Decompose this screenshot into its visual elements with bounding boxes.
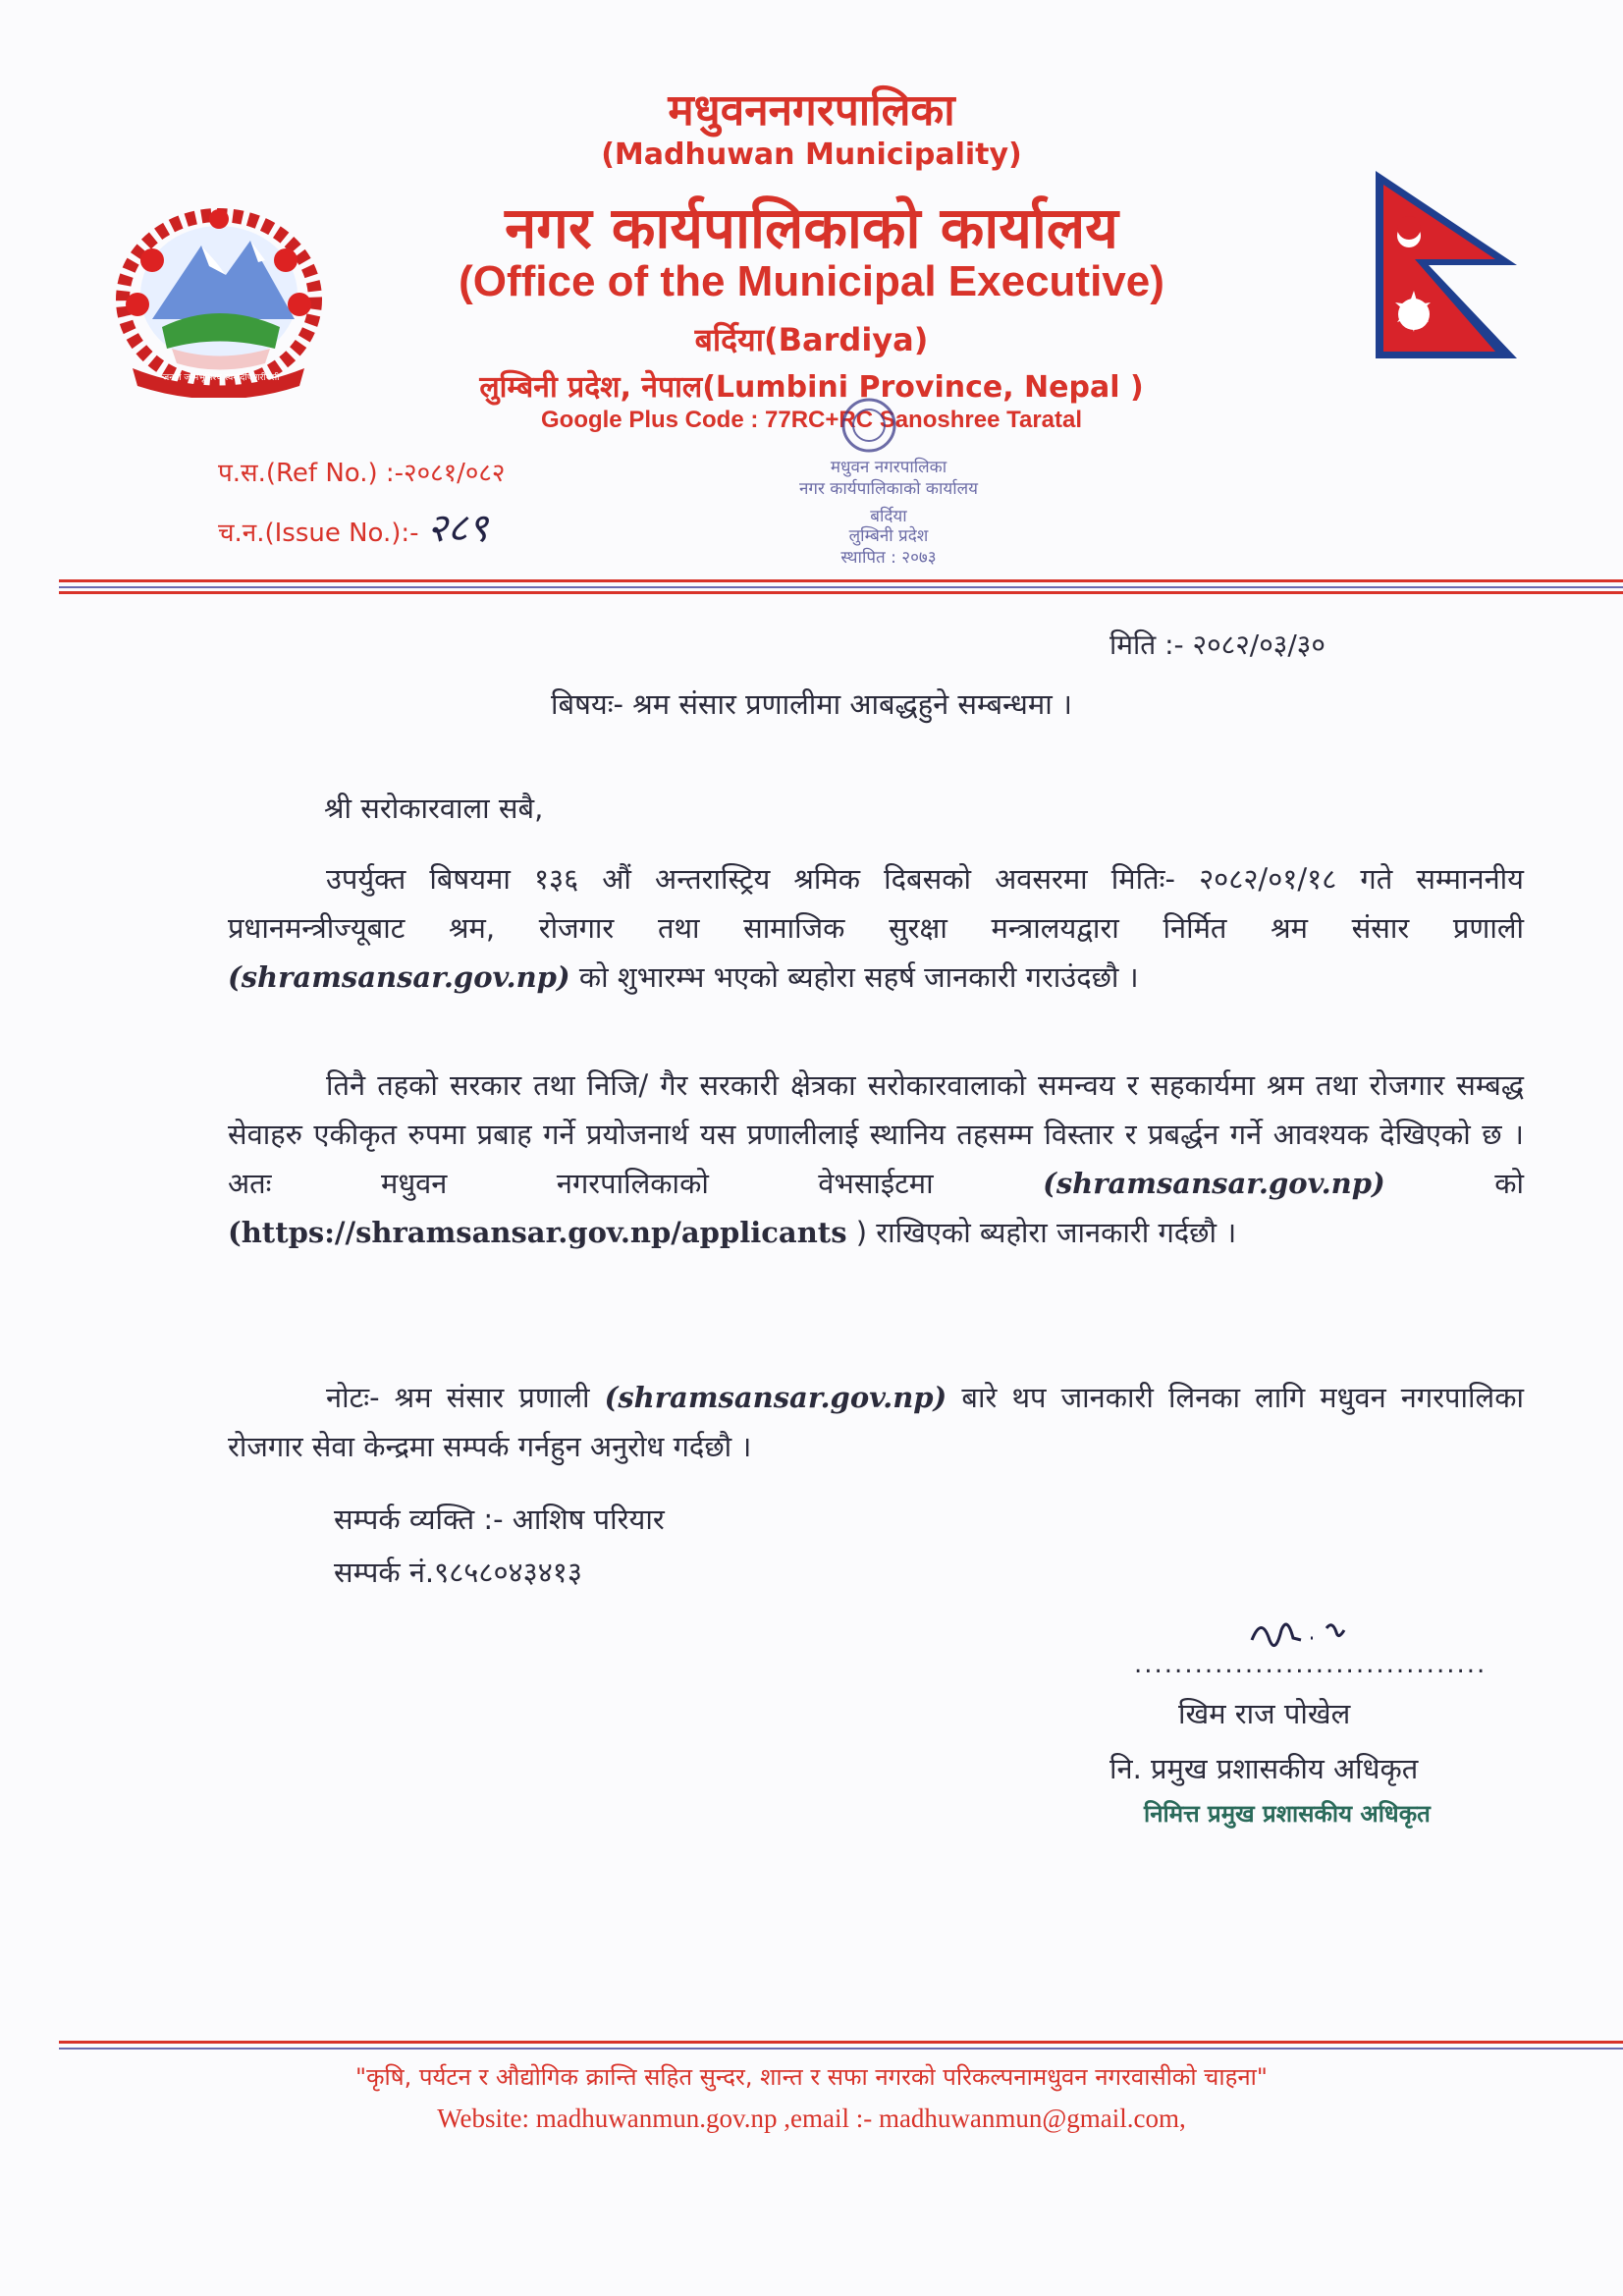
footer-divider — [59, 2041, 1623, 2044]
paragraph-1 — [228, 854, 1524, 1002]
header-divider-secondary — [59, 586, 1623, 588]
emblem-motto: जननी जन्मभूमिश्च स्वर्गादपि गरीयसी — [162, 373, 280, 383]
paragraph-2-end: ) राखिएको ब्यहोरा जानकारी गर्दछौ । — [855, 1216, 1237, 1249]
letter-salutation: श्री सरोकारवाला सबै, — [324, 792, 544, 825]
district-label: बर्दिया(Bardiya) — [694, 321, 929, 358]
signer-name: खिम राज पोखेल — [1178, 1697, 1351, 1730]
address-label: लुम्बिनी प्रदेश, नेपाल(Lumbini Province, Nepal ) — [479, 370, 1144, 405]
issue-value-handwritten: २८९ — [426, 506, 489, 551]
footer-contact[interactable]: Website: madhuwanmun.gov.np ,email :- madhuwanmun@gmail.com, — [437, 2104, 1186, 2133]
plus-code-label: Google Plus Code : 77RC+RC Sanoshree Taratal — [540, 407, 1083, 433]
signer-title-stamp: निमित्त प्रमुख प्रशासकीय अधिकृत — [1144, 1800, 1431, 1828]
issue-number — [218, 499, 488, 553]
note-text: नोटः- श्रम संसार प्रणाली — [326, 1381, 590, 1414]
footer-motto: "कृषि, पर्यटन र औद्योगिक क्रान्ति सहित सुन्दर, शान्त र सफा नगरको परिकल्पनामधुवन नगरवासीको चाहना" — [355, 2063, 1268, 2091]
ref-label: प.स.(Ref No.) :- — [218, 459, 405, 488]
office-seal-stamp — [776, 388, 1001, 584]
paragraph-2-text: तिनै तहको सरकार तथा निजि/ गैर सरकारी क्षेत्रका सरोकारवालाको समन्वय र सहकार्यमा श्रम तथा रोजगार सम्बद्ध सेवाहरु एकीकृत रुपमा प्रबाह गर्ने प्रयोजनार्थ यस प्रणालीलाई स्थानिय तहसम्म विस्तार र प्रबर्द्धन गर्ने आवश्यक देखिएको छ ।अतः मधुवन नगरपालिकाको वेभसाईटमा — [228, 1068, 1524, 1200]
org-name-nepali: मधुवननगरपालिका — [668, 85, 955, 136]
shramsansar-link-2[interactable]: (shramsansar.gov.np) — [1043, 1167, 1385, 1200]
office-name-nepali: नगर कार्यपालिकाको कार्यालय — [505, 194, 1118, 261]
footer-divider-secondary — [59, 2048, 1623, 2050]
ref-value: २०८१/०८२ — [404, 459, 506, 488]
note-end: बारे थप जानकारी लिनका लागि मधुवन नगरपालिका रोजगार सेवा केन्द्रमा सम्पर्क गर्नहुन अनुरोध गर्दछौ । — [228, 1381, 1524, 1463]
paragraph-1-text: उपर्युक्त बिषयमा १३६ औं अन्तरास्ट्रिय श्रमिक दिबसको अवसरमा मितिः- २०८२/०१/१८ गते सम्माननीय प्रधानमन्त्रीज्यूबाट श्रम, रोजगार तथा सामाजिक सुरक्षा मन्त्रालयद्वारा निर्मित श्रम संसार प्रणाली — [228, 862, 1524, 945]
signer-title: नि. प्रमुख प्रशासकीय अधिकृत — [1109, 1752, 1419, 1785]
contact-person: सम्पर्क व्यक्ति :- आशिष परियार — [334, 1503, 665, 1536]
contact-number: सम्पर्क नं.९८५८०४३४१३ — [334, 1556, 582, 1589]
reference-number — [218, 454, 505, 489]
shramsansar-link-3[interactable]: (shramsansar.gov.np) — [604, 1381, 947, 1414]
note-paragraph — [228, 1373, 1524, 1471]
letter-date: मिति :- २०८२/०३/३० — [1109, 629, 1325, 661]
paragraph-2 — [228, 1061, 1524, 1257]
paragraph-2-mid: को — [1494, 1167, 1524, 1200]
seal-line-4: लुम्बिनी प्रदेश — [848, 526, 929, 546]
office-name-english: (Office of the Municipal Executive) — [459, 257, 1164, 305]
applicants-link[interactable]: (https://shramsansar.gov.np/applicants — [228, 1216, 847, 1249]
header-divider — [59, 579, 1623, 582]
header-divider-third — [59, 591, 1623, 594]
seal-line-3: बर्दिया — [870, 507, 907, 526]
seal-line-1: मधुवन नगरपालिका — [830, 458, 947, 477]
letter-subject: बिषयः- श्रम संसार प्रणालीमा आबद्धहुने सम्बन्धमा । — [551, 687, 1072, 721]
seal-line-5: स्थापित : २०७३ — [840, 548, 937, 568]
org-name-english: (Madhuwan Municipality) — [601, 137, 1022, 172]
paragraph-1-end: को शुभारम्भ भएको ब्यहोरा सहर्ष जानकारी गराउंदछौ । — [578, 960, 1139, 994]
seal-line-2: नगर कार्यपालिकाको कार्यालय — [798, 479, 979, 499]
shramsansar-link[interactable]: (shramsansar.gov.np) — [228, 960, 570, 994]
issue-label: च.न.(Issue No.):- — [218, 519, 419, 548]
signature-line: ................................... — [1134, 1650, 1488, 1679]
